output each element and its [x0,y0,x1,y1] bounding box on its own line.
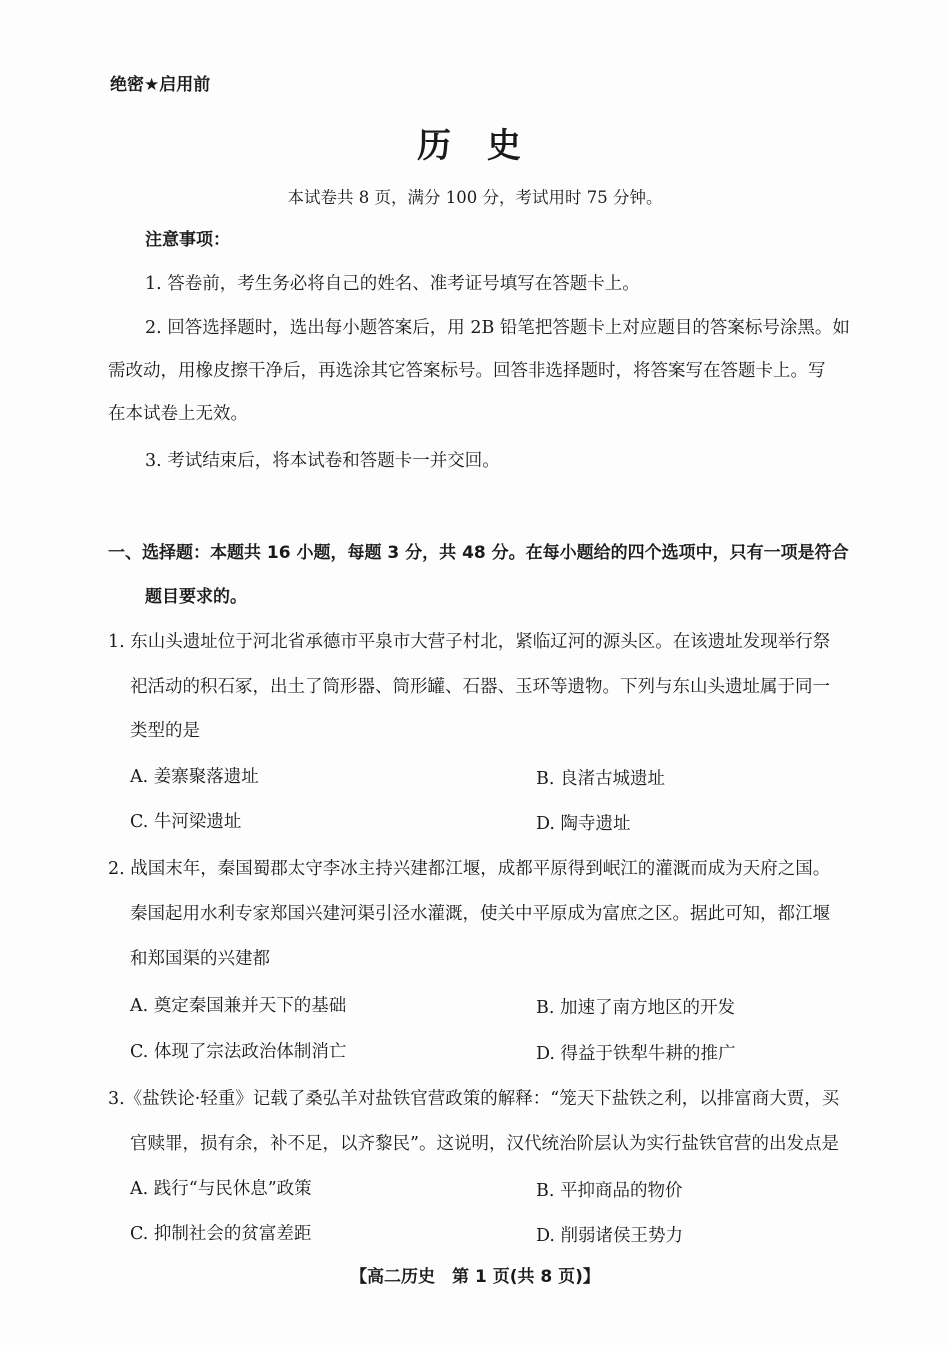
question-1-option-b: B. 良渚古城遗址 [536,769,665,789]
question-3-option-c: C. 抑制社会的贫富差距 [130,1224,312,1244]
question-3-line2: 官赎罪，损有余，补不足，以齐黎民”。这说明，汉代统治阶层认为实行盐铁官营的出发点是 [130,1134,839,1154]
secret-mark: 绝密★启用前 [110,75,211,95]
notice-item-2-line1: 2. 回答选择题时，选出每小题答案后，用 2B 铅笔把答题卡上对应题目的答案标号涂黑。如 [145,318,850,338]
page-footer: 【高二历史 第 1 页(共 8 页)】 [350,1267,600,1287]
question-2-line2: 秦国起用水利专家郑国兴建河渠引泾水灌溉，使关中平原成为富庶之区。据此可知，都江堰 [130,904,830,924]
question-2-option-d: D. 得益于铁犁牛耕的推广 [536,1044,736,1064]
question-1-line2: 祀活动的积石冢，出土了筒形器、筒形罐、石器、玉环等遗物。下列与东山头遗址属于同一 [130,677,830,697]
section-heading-line2: 题目要求的。 [145,587,247,607]
exam-subtitle: 本试卷共 8 页，满分 100 分，考试用时 75 分钟。 [287,188,663,207]
question-3-option-d: D. 削弱诸侯王势力 [536,1226,684,1246]
notice-item-1: 1. 答卷前，考生务必将自己的姓名、准考证号填写在答题卡上。 [145,274,640,294]
question-3-line1: 3.《盐铁论·轻重》记载了桑弘羊对盐铁官营政策的解释：“笼天下盐铁之利，以排富商大贾，买 [108,1089,840,1109]
section-heading-line1: 一、选择题：本题共 16 小题，每题 3 分，共 48 分。在每小题给的四个选项中，只有一项是符合 [108,543,849,563]
question-3-option-a: A. 践行“与民休息”政策 [130,1179,312,1199]
question-1-line3: 类型的是 [130,721,200,741]
question-2-line1: 2. 战国末年，秦国蜀郡太守李冰主持兴建都江堰，成都平原得到岷江的灌溉而成为天府之国。 [108,859,831,879]
question-3-option-b: B. 平抑商品的物价 [536,1181,683,1201]
question-1-option-a: A. 姜寨聚落遗址 [130,767,259,787]
question-2-line3: 和郑国渠的兴建都 [130,949,270,969]
question-1-line1: 1. 东山头遗址位于河北省承德市平泉市大营子村北，紧临辽河的源头区。在该遗址发现举行祭 [108,632,831,652]
question-1-option-d: D. 陶寺遗址 [536,814,631,834]
notice-item-3: 3. 考试结束后，将本试卷和答题卡一并交回。 [145,451,500,471]
page-title: 历 史 [417,126,533,166]
question-2-option-b: B. 加速了南方地区的开发 [536,998,735,1018]
notice-title: 注意事项： [145,230,230,250]
question-2-option-a: A. 奠定秦国兼并天下的基础 [130,996,347,1016]
question-1-option-c: C. 牛河梁遗址 [130,812,242,832]
notice-item-2-line2: 需改动，用橡皮擦干净后，再选涂其它答案标号。回答非选择题时，将答案写在答题卡上。写 [108,361,826,381]
question-2-option-c: C. 体现了宗法政治体制消亡 [130,1042,347,1062]
notice-item-2-line3: 在本试卷上无效。 [108,404,248,424]
